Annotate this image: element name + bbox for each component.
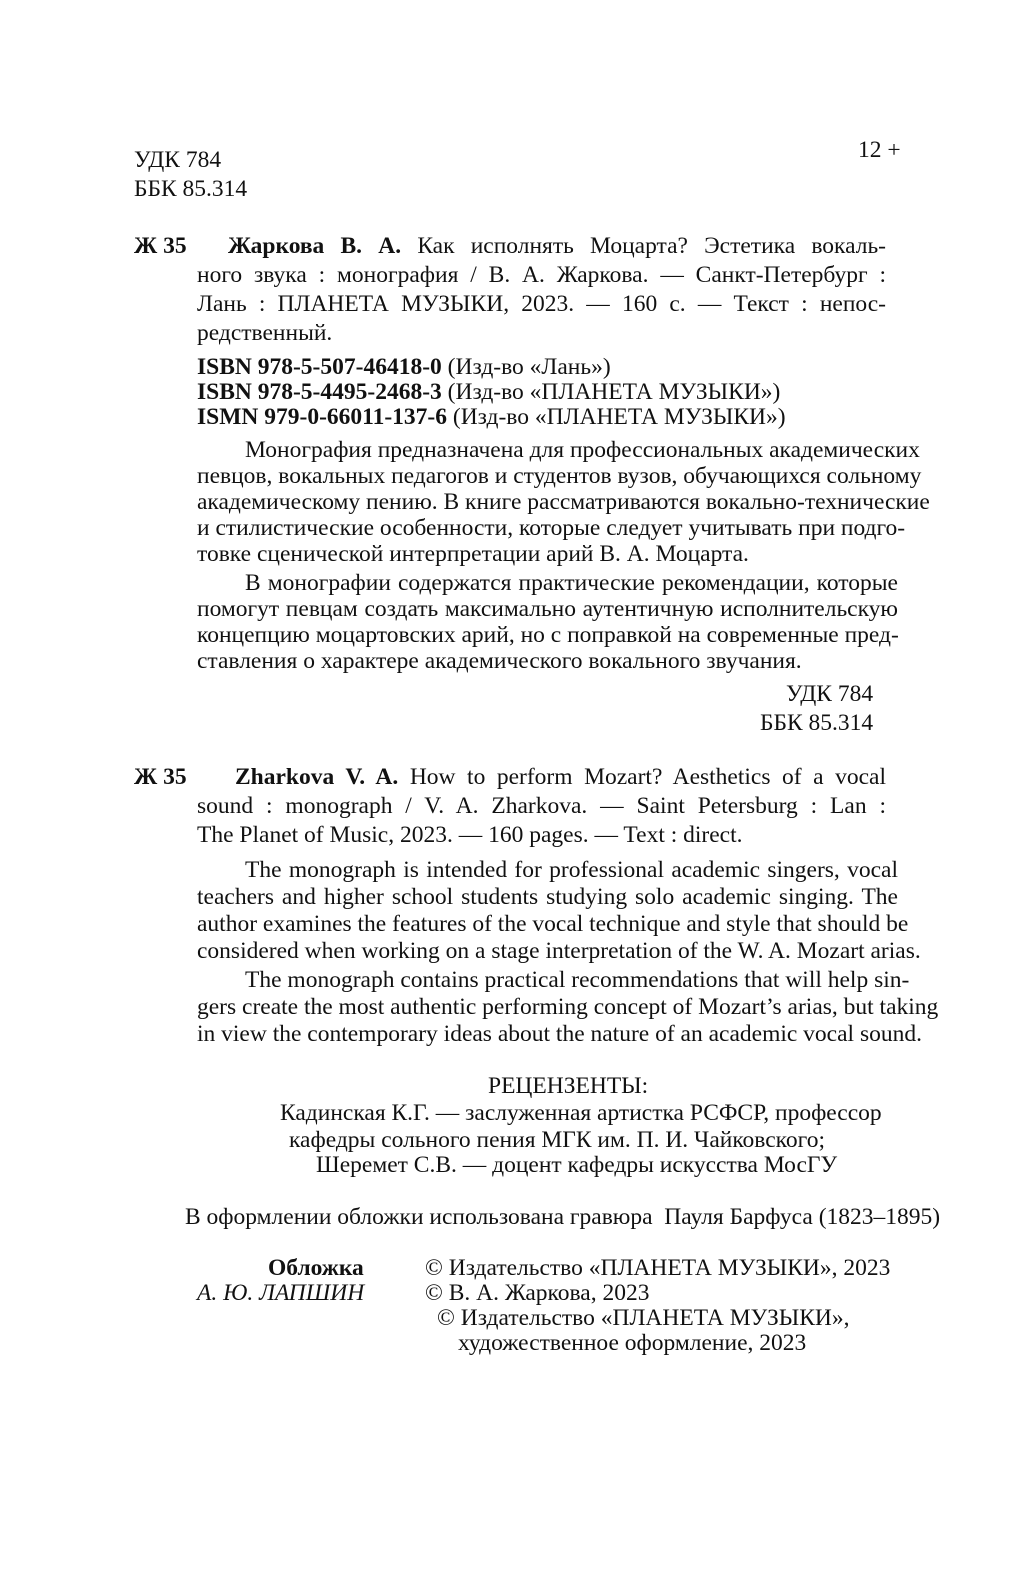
isbn-line: ISBN 978-5-507-46418-0 (Изд-во «Лань») [197, 354, 611, 380]
en-title-line-1: Zharkova V. A. How to perform Mozart? Aesthetics of a vocal [235, 764, 887, 790]
ru-abstract2-line: помогут певцам создать максимально аутентичную исполнительскую [197, 596, 898, 622]
copyright-line: © В. А. Жаркова, 2023 [425, 1280, 650, 1306]
reviewer-line: Шеремет С.В. — доцент кафедры искусства МосГУ [316, 1152, 838, 1178]
ru-author: Жаркова В. А. [228, 233, 402, 259]
ru-abstract2-line: концепцию моцартовских арий, но с поправкой на современные пред- [197, 622, 899, 648]
ru-abstract1-line: товке сценической интерпретации арий В. А. Моцарта. [197, 541, 749, 567]
ru-title-line-4: редственный. [197, 320, 333, 346]
reviewers-heading: РЕЦЕНЗЕНТЫ: [488, 1073, 649, 1099]
en-abstract2-line: gers create the most authentic performing concept of Mozart’s arias, but taking [197, 994, 939, 1020]
ru-abstract1-line: Монография предназначена для профессиональных академических [245, 437, 920, 463]
ru-code: Ж 35 [134, 233, 187, 259]
header-udk: УДК 784 [134, 147, 222, 173]
reviewer-line: кафедры сольного пения МГК им. П. И. Чайковского; [289, 1127, 825, 1153]
en-title-line-3: The Planet of Music, 2023. — 160 pages. — Text : direct. [197, 822, 743, 848]
cover-designer-name: А. Ю. ЛАПШИН [197, 1280, 365, 1306]
copyright-line: © Издательство «ПЛАНЕТА МУЗЫКИ», [437, 1305, 850, 1331]
en-abstract1-line: The monograph is intended for professional academic singers, vocal [245, 857, 898, 883]
reviewer-line: Кадинская К.Г. — заслуженная артистка РСФСР, профессор [280, 1100, 882, 1126]
ru-udk: УДК 784 [786, 681, 874, 707]
en-abstract1-line: author examines the features of the vocal technique and style that should be [197, 911, 909, 937]
header-bbk: ББК 85.314 [134, 176, 248, 202]
age-rating: 12 + [858, 137, 901, 163]
ru-title-line-1: Жаркова В. А. Как исполнять Моцарта? Эстетика вокаль- [228, 233, 887, 259]
ru-title-line-2: ного звука : монография / В. А. Жаркова. — Санкт-Петербург : [197, 262, 886, 288]
en-code: Ж 35 [134, 764, 187, 790]
cover-designer-label: Обложка [268, 1255, 364, 1281]
en-abstract2-line: The monograph contains practical recommendations that will help sin- [245, 967, 910, 993]
ru-title-line-3: Лань : ПЛАНЕТА МУЗЫКИ, 2023. — 160 с. — Текст : непос- [197, 291, 886, 317]
copyright-line: © Издательство «ПЛАНЕТА МУЗЫКИ», 2023 [425, 1255, 891, 1281]
isbn-line: ISBN 978-5-4495-2468-3 (Изд-во «ПЛАНЕТА МУЗЫКИ») [197, 379, 781, 405]
en-title-line-2: sound : monograph / V. A. Zharkova. — Saint Petersburg : Lan : [197, 793, 886, 819]
cover-engraving-note: В оформлении обложки использована гравюра Пауля Барфуса (1823–1895) [185, 1204, 941, 1230]
en-abstract2-line: in view the contemporary ideas about the nature of an academic vocal sound. [197, 1021, 922, 1047]
ru-abstract2-line: В монографии содержатся практические рекомендации, которые [245, 570, 898, 596]
en-author: Zharkova V. A. [235, 764, 399, 790]
ru-abstract1-line: и стилистические особенности, которые следует учитывать при подго- [197, 515, 906, 541]
ru-abstract2-line: ставления о характере академического вокального звучания. [197, 648, 802, 674]
en-abstract1-line: considered when working on a stage interpretation of the W. A. Mozart arias. [197, 938, 921, 964]
ru-abstract1-line: певцов, вокальных педагогов и студентов вузов, обучающихся сольному [197, 463, 922, 489]
ismn-line: ISMN 979-0-66011-137-6 (Изд-во «ПЛАНЕТА МУЗЫКИ») [197, 404, 786, 430]
ru-bbk: ББК 85.314 [760, 710, 874, 736]
ru-abstract1-line: академическому пению. В книге рассматриваются вокально-технические [197, 489, 930, 515]
en-abstract1-line: teachers and higher school students studying solo academic singing. The [197, 884, 898, 910]
copyright-line: художественное оформление, 2023 [458, 1330, 807, 1356]
